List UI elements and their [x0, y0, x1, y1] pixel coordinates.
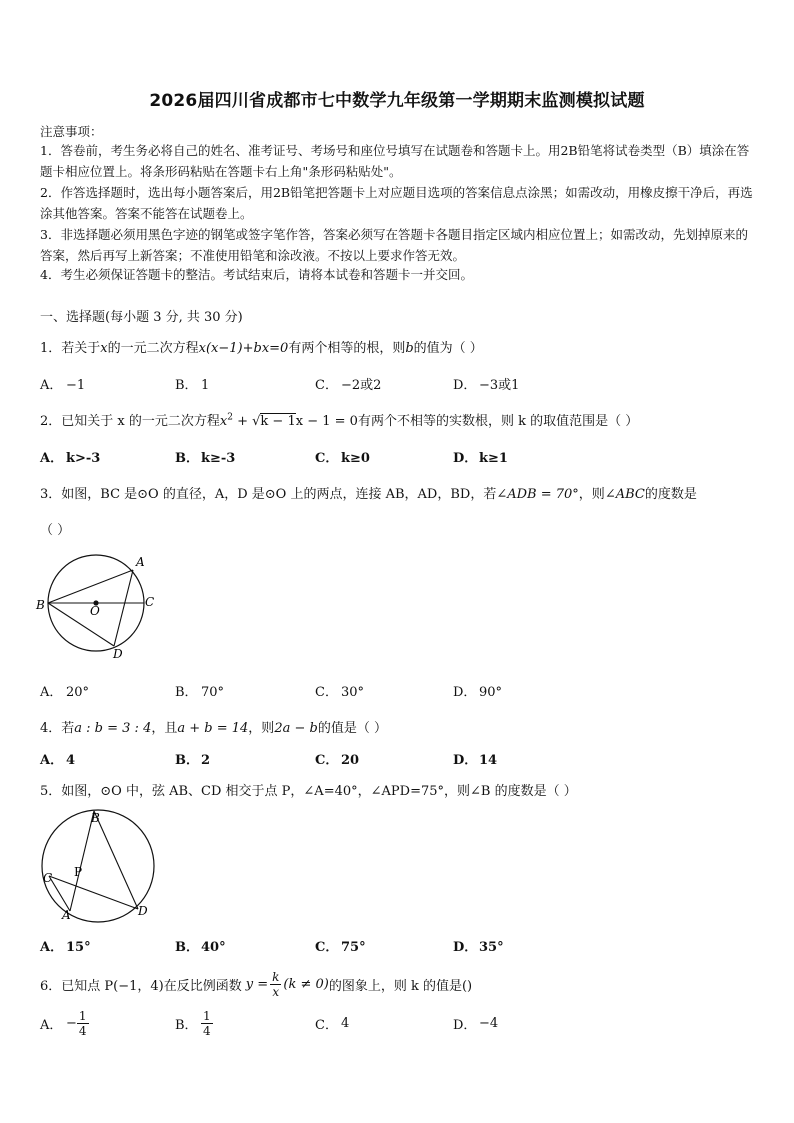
- q4-text-a: 4．若: [40, 721, 75, 736]
- notice-item-2: 2．作答选择题时，选出每小题答案后，用2B铅笔把答题卡上对应题目选项的答案信息点涂黑；如需改动，用橡皮擦干净后，再选涂其他答案。答案不能答在试题卷上。: [40, 185, 753, 221]
- q2-option-b[interactable]: B． k≥-3: [175, 451, 236, 466]
- q2-eq-x2: x: [219, 414, 228, 429]
- question-6: [40, 964, 472, 1004]
- question-3: [40, 483, 697, 502]
- q6-func-y: y =: [245, 976, 269, 992]
- q4-text-b: ，且: [151, 721, 178, 736]
- q4-option-d[interactable]: D． 14: [453, 753, 498, 768]
- question-5: 5．如图，⊙O 中，弦 AB、CD 相交于点 P，∠A=40°，∠APD=75°，则∠B 的度数是（ ）: [40, 784, 577, 799]
- q3-label-c: C: [145, 595, 155, 609]
- q4-option-a[interactable]: A． 4: [40, 753, 76, 768]
- q3-angle-expr: ∠ADB = 70°: [496, 487, 579, 502]
- q6-option-a-fraction: $\frac{1}{4}$: [78, 1008, 87, 1038]
- q6-option-b-fraction: $\frac{1}{4}$: [203, 1008, 211, 1038]
- notice-item-1: 1．答卷前，考生务必将自己的姓名、准考证号、考场号和座位号填写在试题卷和答题卡上。用2B铅笔将试卷类型（B）填涂在答题卡相应位置上。将条形码粘贴在答题卡右上角"条形码粘贴处"。: [40, 143, 750, 179]
- q2-eq-root: k − 1: [260, 414, 296, 429]
- q5-chord-cd: [49, 876, 138, 909]
- q5-label-b: B: [91, 811, 100, 825]
- q2-option-c[interactable]: C． k≥0: [315, 451, 370, 466]
- q2-eq-rest: x − 1 = 0: [295, 414, 358, 429]
- q6-text-a: 6．已知点 P(−1，4)在反比例函数: [40, 978, 242, 994]
- q6-option-a[interactable]: A． − $\frac{1}{4}$: [40, 1008, 87, 1038]
- q4-options: [40, 749, 760, 771]
- q4-option-c[interactable]: C． 20: [315, 753, 360, 768]
- page-title: 2026届四川省成都市七中数学九年级第一学期期末监测模拟试题: [149, 91, 645, 111]
- q3-option-a[interactable]: A． 20°: [40, 685, 90, 700]
- q6-func-cond: (k ≠ 0): [283, 976, 329, 992]
- q5-chord-bd: [94, 811, 138, 909]
- notice-item-4: 4．考生必须保证答题卡的整洁。考试结束后，请将本试卷和答题卡一并交回。: [40, 267, 473, 282]
- q3-chord-ab: [48, 570, 133, 603]
- q4-ratio: a : b = 3 : 4: [74, 721, 152, 736]
- q3-option-b[interactable]: B． 70°: [175, 685, 225, 700]
- q2-eq-plus: +: [232, 414, 253, 429]
- q3-line1-a: 3．如图，BC 是⊙O 的直径，A，D 是⊙O 上的两点，连接 AB，AD，BD，若: [40, 487, 497, 502]
- q1-text-d: 的值为（ ）: [413, 341, 483, 356]
- q5-chord-ab: [70, 811, 94, 911]
- q6-option-b[interactable]: B． $\frac{1}{4}$: [175, 1008, 211, 1038]
- q1-text-a: 1．若关于: [40, 341, 101, 356]
- q4-expr: 2a − b: [274, 721, 318, 736]
- q2-options: [40, 447, 760, 469]
- q4-text-c: ，则: [248, 721, 275, 736]
- q6-options: [40, 1005, 760, 1045]
- q5-option-c[interactable]: C． 75°: [315, 940, 366, 955]
- q3-circle-figure: [30, 548, 160, 663]
- q5-circle-figure: [34, 808, 164, 923]
- q5-option-a[interactable]: A． 15°: [40, 940, 91, 955]
- q1-option-c[interactable]: C． −2或2: [315, 378, 382, 393]
- q3-answer-paren: （ ）: [40, 523, 71, 538]
- q3-line1-b: ，则: [578, 487, 605, 502]
- q3-chord-bd: [48, 603, 114, 646]
- q6-func-fraction: [270, 970, 281, 999]
- q5-label-c: C: [43, 871, 53, 885]
- q6-func-den: x: [272, 984, 280, 999]
- q5-options: [40, 936, 760, 958]
- q6-option-d[interactable]: D． −4: [453, 1015, 499, 1033]
- q3-line1-c: 的度数是: [644, 487, 697, 502]
- q4-text-d: 的值是（ ）: [317, 721, 387, 736]
- notice-label: 注意事项：: [40, 124, 103, 139]
- question-4: [40, 717, 387, 736]
- q3-label-d: D: [113, 647, 123, 661]
- q6-func-num: k: [272, 969, 280, 984]
- q1-option-d[interactable]: D． −3或1: [453, 378, 520, 393]
- q1-var-b: b: [405, 341, 414, 356]
- q1-option-b[interactable]: B． 1: [175, 378, 210, 393]
- q5-option-b[interactable]: B． 40°: [175, 940, 226, 955]
- q3-chord-ad: [114, 570, 133, 646]
- section-title: 一、选择题(每小题 3 分, 共 30 分): [40, 310, 243, 325]
- q1-text-b: 的一元二次方程: [107, 341, 199, 356]
- q2-option-d[interactable]: D． k≥1: [453, 451, 508, 466]
- q1-options: [40, 374, 760, 396]
- q5-label-d: D: [138, 904, 148, 918]
- q3-label-o: O: [90, 604, 100, 618]
- q3-option-c[interactable]: C． 30°: [315, 685, 365, 700]
- q3-label-a: A: [136, 555, 145, 569]
- q5-option-d[interactable]: D． 35°: [453, 940, 504, 955]
- q1-text-c: 有两个相等的根，则: [288, 341, 406, 356]
- q4-sum: a + b = 14: [177, 721, 249, 736]
- q2-option-a[interactable]: A． k>-3: [40, 451, 101, 466]
- q3-options: [40, 681, 760, 703]
- question-1: [40, 337, 483, 356]
- sqrt-symbol-icon: √: [252, 414, 261, 429]
- q5-label-a: A: [62, 908, 71, 922]
- q2-text-b: 有两个不相等的实数根，则 k 的取值范围是（ ）: [357, 414, 639, 429]
- q3-angle-ask: ∠ABC: [604, 487, 645, 502]
- q1-option-a[interactable]: A． −1: [40, 378, 86, 393]
- q6-option-c[interactable]: C． 4: [315, 1015, 350, 1033]
- q1-var-x: x: [100, 341, 108, 356]
- q1-equation: x(x−1)+bx=0: [198, 341, 289, 356]
- q4-option-b[interactable]: B． 2: [175, 753, 211, 768]
- q5-label-p: P: [74, 865, 83, 879]
- q2-text-a: 2．已知关于 x 的一元二次方程: [40, 414, 220, 429]
- question-2: [40, 410, 638, 429]
- q2-eq-sup: 2: [227, 412, 233, 423]
- q3-option-d[interactable]: D． 90°: [453, 685, 503, 700]
- q6-text-b: 的图象上，则 k 的值是(): [328, 978, 473, 994]
- q3-label-b: B: [36, 598, 45, 612]
- notice-item-3: 3．非选择题必须用黑色字迹的钢笔或签字笔作答，答案必须写在答题卡各题目指定区域内相应位置上；如需改动，先划掉原来的答案，然后再写上新答案；不准使用铅笔和涂改液。不按以上要求作答无效。: [40, 227, 748, 263]
